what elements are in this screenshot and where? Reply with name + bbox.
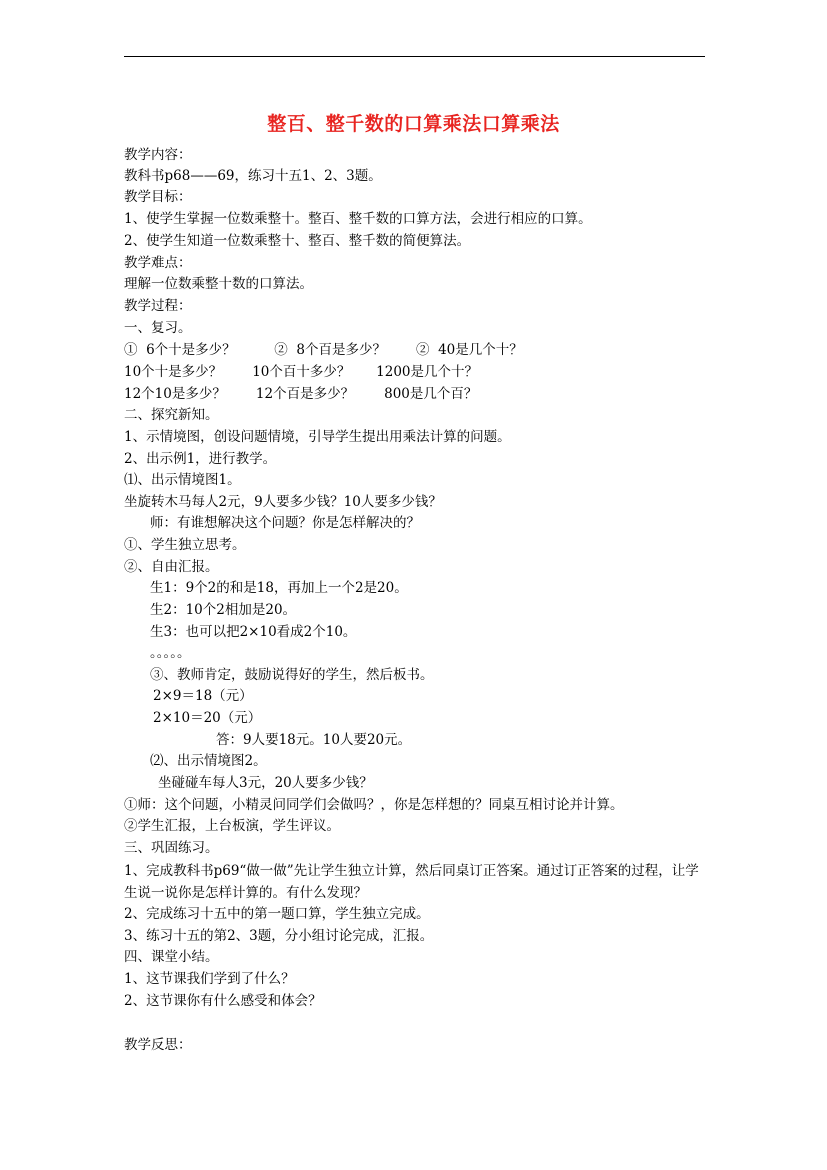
text-line: 三、巩固练习。 xyxy=(124,840,219,856)
text-line: 坐碰碰车每人3元，20人要多少钱？ xyxy=(158,775,373,791)
text-line: 二、探究新知。 xyxy=(124,407,219,423)
text-line: 坐旋转木马每人2元，9人要多少钱？10人要多少钱？ xyxy=(124,494,442,510)
text-paragraph: 1、完成教科书p69“做一做”先让学生独立计算，然后同桌订正答案。通过订正答案的过程，让学生说一说你是怎样计算的。有什么发现？ xyxy=(124,863,699,901)
text-line: 2、出示例1，进行教学。 xyxy=(124,451,277,467)
equation-line: 2×9＝18（元） xyxy=(153,688,253,704)
document-title: 整百、整千数的口算乘法口算乘法 xyxy=(267,113,560,135)
text-line: 2、完成练习十五中的第一题口算，学生独立完成。 xyxy=(124,906,430,922)
section-heading: 教学目标： xyxy=(124,189,192,205)
section-heading: 教学难点： xyxy=(124,255,192,271)
text-line: ③、教师肯定，鼓励说得好的学生，然后板书。 xyxy=(150,667,434,683)
text-line: 教科书p68——69，练习十五1、2、3题。 xyxy=(124,168,382,184)
text-line: ①师：这个问题，小精灵问同学们会做吗？，你是怎样想的？同桌互相讨论并计算。 xyxy=(124,797,624,813)
text-line: 生1：9个2的和是18，再加上一个2是20。 xyxy=(150,580,408,596)
section-heading: 教学内容： xyxy=(124,147,192,163)
text-line: 1、使学生掌握一位数乘整十。整百、整千数的口算方法，会进行相应的口算。 xyxy=(124,211,592,227)
text-line: 10个十是多少？ 10个百十多少？ 1200是几个十？ xyxy=(124,364,478,380)
text-line: 1、示情境图，创设问题情境，引导学生提出用乘法计算的问题。 xyxy=(124,429,511,445)
text-line: 一、复习。 xyxy=(124,320,192,336)
text-line: 四、课堂小结。 xyxy=(124,949,219,965)
header-rule xyxy=(124,56,705,57)
text-line: 2、这节课你有什么感受和体会？ xyxy=(124,993,322,1009)
text-line: ①、学生独立思考。 xyxy=(124,537,246,553)
text-line: 理解一位数乘整十数的口算法。 xyxy=(124,276,313,292)
text-line: 3、练习十五的第2、3题，分小组讨论完成，汇报。 xyxy=(124,928,434,944)
text-line: 生3：也可以把2×10看成2个10。 xyxy=(150,624,357,640)
text-line: ① 6个十是多少？ ② 8个百是多少？ ② 40是几个十？ xyxy=(124,342,523,358)
text-line: ②学生汇报，上台板演，学生评议。 xyxy=(124,818,340,834)
text-line: 。。。。。 xyxy=(150,645,191,661)
text-line: 12个10是多少？ 12个百是多少？ 800是几个百？ xyxy=(124,386,478,402)
text-line: ⑵、出示情境图2。 xyxy=(150,753,267,769)
text-line: 师：有谁想解决这个问题？你是怎样解决的？ xyxy=(150,515,420,531)
equation-line: 2×10＝20（元） xyxy=(153,710,262,726)
section-heading: 教学过程： xyxy=(124,298,192,314)
text-line: ②、自由汇报。 xyxy=(124,559,219,575)
text-line: ⑴、出示情境图1。 xyxy=(124,472,241,488)
text-line: 1、这节课我们学到了什么？ xyxy=(124,971,295,987)
section-heading: 教学反思： xyxy=(124,1037,192,1053)
text-line: 生2：10个2相加是20。 xyxy=(150,602,297,618)
answer-line: 答：9人要18元。10人要20元。 xyxy=(216,732,412,748)
text-line: 2、使学生知道一位数乘整十、整百、整千数的简便算法。 xyxy=(124,233,471,249)
